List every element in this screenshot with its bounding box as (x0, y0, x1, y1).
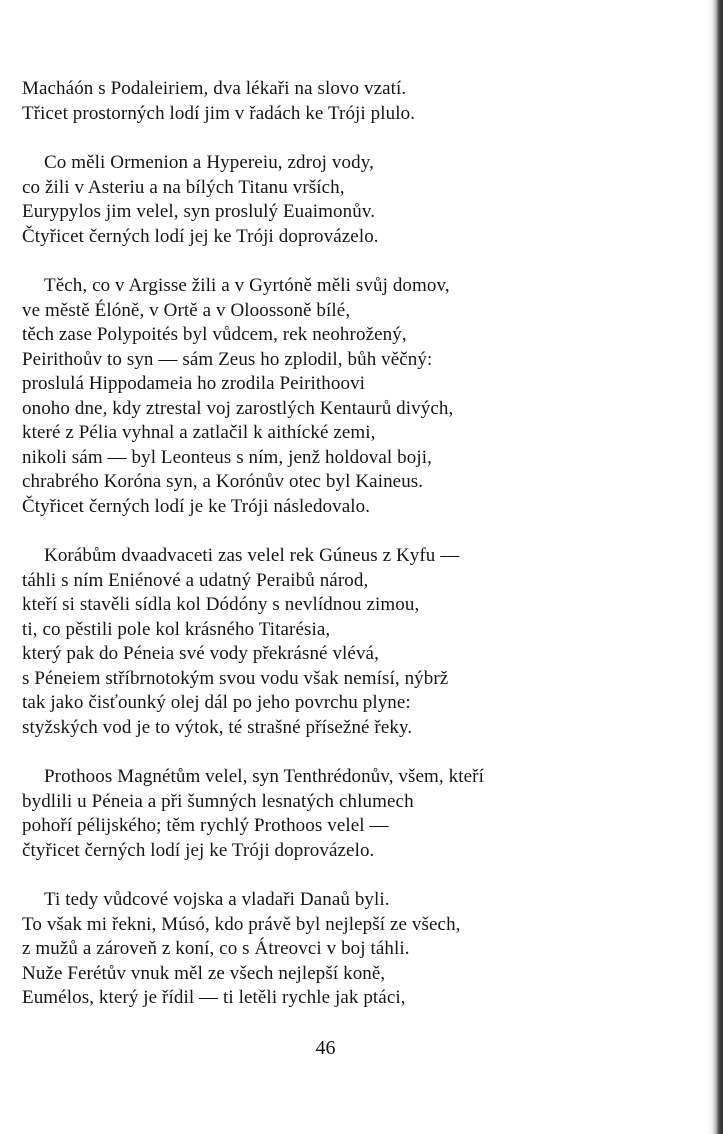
verse-line: Ti tedy vůdcové vojska a vladaři Danaů byli. (44, 889, 390, 910)
verse-line: těch zase Polypoités byl vůdcem, rek neohrožený, (22, 324, 407, 345)
verse-line: pohoří pélijského; těm rychlý Prothoos velel — (22, 815, 389, 836)
verse-line: Těch, co v Argisse žili a v Gyrtóně měli svůj domov, (44, 275, 450, 296)
verse-line: Peirithoův to syn — sám Zeus ho zplodil, bůh věčný: (22, 348, 433, 370)
verse-line: Třicet prostorných lodí jim v řadách ke Tróji plulo. (22, 102, 416, 124)
stanza (22, 274, 612, 519)
verse-line: který pak do Péneia své vody překrásné vlévá, (22, 643, 379, 664)
verse-line: tak jako čisťounký olej dál po jeho povrchu plyne: (22, 692, 411, 713)
verse-line: Eurypylos jim velel, syn proslulý Euaimonův. (22, 201, 376, 222)
verse-line: nikoli sám — byl Leonteus s ním, jenž holdoval boji, (22, 446, 432, 468)
verse-line: kteří si stavěli sídla kol Dódóny s nevlídnou zimou, (22, 594, 420, 615)
verse-line: styžských vod je to výtok, té strašné přísežné řeky. (22, 716, 413, 738)
verse-line: chrabrého Koróna syn, a Korónův otec byl Kaineus. (22, 471, 424, 492)
verse-line: Čtyřicet černých lodí je ke Tróji následovalo. (22, 495, 371, 517)
verse-line: Co měli Ormenion a Hypereiu, zdroj vody, (44, 152, 374, 173)
verse-line: Korábům dvaadvaceti zas velel rek Gúneus z Kyfu — (44, 545, 460, 566)
stanza (22, 544, 612, 740)
verse-line: Čtyřicet černých lodí jej ke Tróji doprovázelo. (22, 225, 379, 247)
verse-line: co žili v Asteriu a na bílých Titanu vrších, (22, 176, 345, 198)
page-number: 46 (315, 1037, 336, 1059)
verse-line: táhli s ním Eniénové a udatný Peraibů národ, (22, 569, 369, 591)
verse-line: které z Pélia vyhnal a zatlačil k aithícké zemi, (22, 422, 376, 443)
verse-line: ti, co pěstili pole kol krásného Titarésia, (22, 618, 331, 640)
verse-line: Macháón s Podaleiriem, dva lékaři na slovo vzatí. (22, 78, 407, 99)
verse-line: Nuže Ferétův vnuk měl ze všech nejlepší koně, (22, 962, 386, 984)
verse-line: z mužů a zároveň z koní, co s Átreovci v boj táhli. (22, 938, 410, 959)
verse-line: proslulá Hippodameia ho zrodila Peirithoovi (22, 373, 366, 394)
verse-line: To však mi řekni, Músó, kdo právě byl nejlepší ze všech, (22, 913, 461, 935)
verse-line: Eumélos, který je řídil — ti letěli rychle jak ptáci, (22, 987, 406, 1008)
verse-line: s Péneiem stříbrnotokým svou vodu však nemísí, nýbrž (22, 667, 449, 689)
verse-line: ve městě Élóně, v Ortě a v Oloossoně bílé, (22, 299, 351, 321)
stanza (22, 77, 612, 126)
stanza (22, 888, 612, 1011)
verse-line: onoho dne, kdy ztrestal voj zarostlých Kentaurů divých, (22, 397, 454, 419)
poem-text (22, 77, 612, 1036)
verse-line: bydlili u Péneia a při šumných lesnatých chlumech (22, 790, 414, 812)
verse-line: Prothoos Magnétům velel, syn Tenthrédonův, všem, kteří (44, 766, 484, 787)
page-binding-edge (707, 0, 723, 1134)
stanza (22, 151, 612, 249)
verse-line: čtyřicet černých lodí jej ke Tróji doprovázelo. (22, 839, 375, 861)
stanza (22, 765, 612, 863)
